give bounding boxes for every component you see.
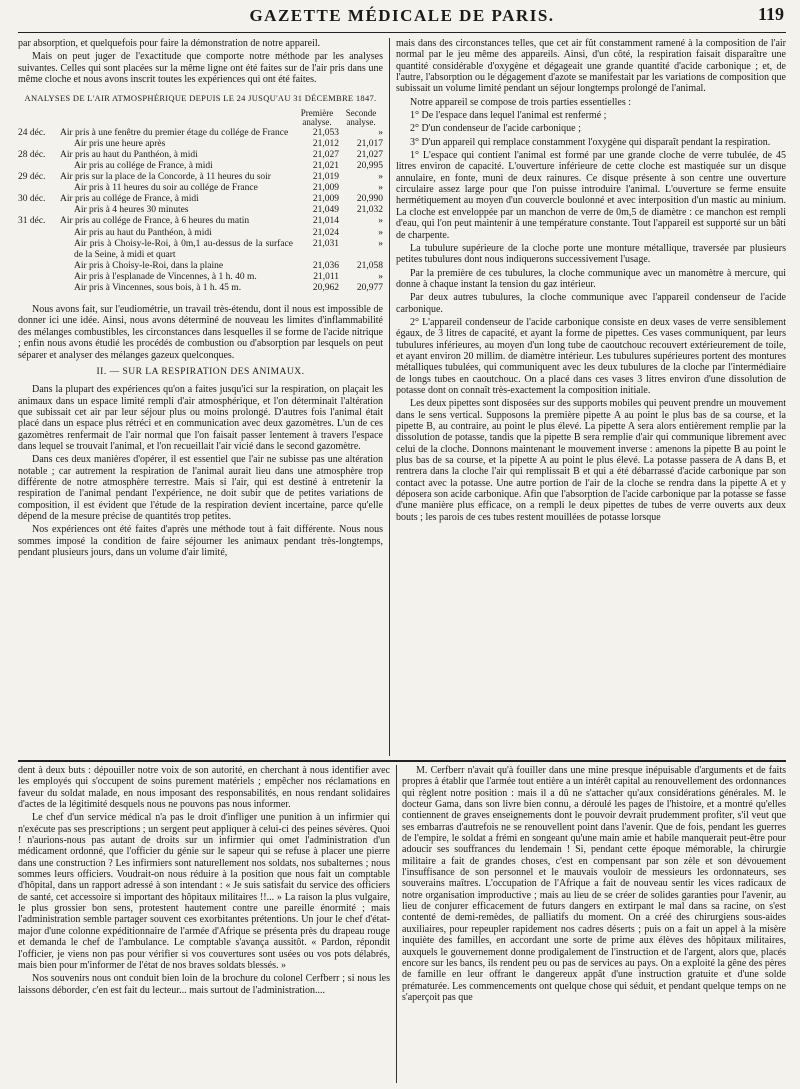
column-header-first: Première analyse. xyxy=(300,107,334,128)
row-date xyxy=(18,272,60,283)
second-analysis-value: 20,995 xyxy=(356,161,383,171)
paragraph: 1° De l'espace dans lequel l'animal est renfermé ; xyxy=(410,110,607,122)
bottom-left-column xyxy=(18,765,390,1085)
paragraph: La tubulure supérieure de la cloche porte une monture métallique, traversée par plusieurs petites tubulures dont nous indiquerons successivement l'usage. xyxy=(396,242,786,266)
first-analysis-value: 21,009 xyxy=(312,194,339,205)
table-row xyxy=(18,205,383,216)
row-description: Air pris à l'esplanade de Vincennes, à 1 h. 40 m. xyxy=(74,271,257,282)
bottom-right-column xyxy=(402,765,786,1085)
journal-title: GAZETTE MÉDICALE DE PARIS. xyxy=(249,6,555,25)
paragraph: 2° D'un condenseur de l'acide carbonique ; xyxy=(410,123,581,135)
row-date xyxy=(18,228,60,239)
row-description: Air pris au haut du Panthéon, à midi xyxy=(60,149,198,160)
second-analysis-value: » xyxy=(378,227,383,238)
second-analysis-value: » xyxy=(378,172,383,183)
first-analysis-value: 21,021 xyxy=(312,161,339,171)
table-row xyxy=(18,128,383,139)
top-right-column xyxy=(396,38,786,756)
paragraph: 3° D'un appareil qui remplace constamment l'oxygène qui disparaît pendant la respiration. xyxy=(410,136,771,148)
table-row xyxy=(18,161,383,172)
paragraph: Par la première de ces tubulures, la cloche communique avec un manomètre à mercure, qui donne à chaque instant la tension du gaz intérieur. xyxy=(396,267,786,290)
second-analysis-value: 21,027 xyxy=(356,149,383,160)
first-analysis-value: 21,009 xyxy=(312,183,339,194)
row-date xyxy=(18,139,60,150)
second-analysis-value: » xyxy=(378,216,383,227)
paragraph: M. Cerfberr n'avait qu'à fouiller dans une mine presque inépuisable d'arguments et de faits propres à établir que l'armée tout entière a un intérêt capital au renouvellement des ordonnances qui règlent notre position : mais il a dû ne s'attacher qu'aux considérations générales. M. le docteur Gama, dans son livre bien connu, a déroulé les pages de l'histoire, et a montré qu'elles contiennent de graves enseignements dont le pouvoir devrait prudemment profiter, s'il veut que ses embarras d'autrefois ne se renouvellent point dans l'avenir. Que de fois, pendant les guerres de l'empire, le soldat a frémi en songeant qu'une main amie et habile manquerait peut-être pour adoucir ses souffrances du lendemain ! Si, pendant cette époque mémorable, la chirurgie militaire a fait de grandes choses, c'est en compensant par son zèle et son dévouement l'insuffisance de son personnel et le mauvais vouloir de messieurs les ordonnateurs, ses souverains maîtres. L'occupation de l'Afrique a fait de nouveau sentir les vices radicaux de notre organisation improductive ; mais au lieu de se créer de solides garanties pour l'avenir, au lieu de conjurer efficacement de futurs dangers en extirpant le mal dans sa racine, on s'est contenté de demi-remèdes, de palliatifs du moment. On a créé des chirurgiens sous-aides auxiliaires, pour repeupler rapidement nos cadres déserts ; puis on a fait un appel à la misère inquiète des familles, en accordant une sorte de prime aux élèves des hôpitaux militaires, auxquels le gouvernement donne prodigalement de l'instruction et de l'argent, alors que, placés encore sur les bancs, ils rendent peu ou pas de services au pays. On a exploité la gêne des pères de famille en leur offrant le dangereux appât d'une instruction gratuite et d'une solde prématurée. Les commencements ont quelque chose qui séduit, et pendant quelque temps on ne s'aperçoit pas que xyxy=(402,765,786,1003)
row-description: Air pris à Vincennes, sous bois, à 1 h. 45 m. xyxy=(74,283,242,294)
first-analysis-value: 21,027 xyxy=(312,149,339,160)
row-description: Air pris à Choisy-le-Roi, dans la plaine xyxy=(74,260,224,271)
paragraph: Les deux pipettes sont disposées sur des supports mobiles qui peuvent prendre un mouvement dans le sens vertical. Supposons la première pipette A au point le plus bas de sa course, et la pipette B, au contraire, au point le plus élevé. La pipette A sera alors entièrement remplie par la dissolution de potasse, tandis que la pipette B sera remplie d'air qui communique librement avec celui de la cloche. Donnons maintenant le mouvement inverse : amenons la pipette B au point le plus bas de sa course, et la pipette A au point le plus élevé. La potasse passera de A dans B, et rentrera dans la cloche l'air qui remplissait B et qui a été débarrassé d'acide carbonique par son contact avec la potasse. Une autre portion de l'air de la cloche se rendra dans la pipette A et y déposera son acide carbonique. Afin que l'absorption de l'acide carbonique par la potasse se fasse d'une manière plus efficace, on a rempli le deux pipettes de tubes de verre ouverts aux deux bouts ; les parois de ces tubes restent mouillées de potasse lorsque xyxy=(396,398,786,523)
table-row xyxy=(18,261,383,272)
first-analysis-value: 21,031 xyxy=(312,238,339,249)
row-date: 29 déc. xyxy=(18,172,46,183)
table-row xyxy=(18,139,383,150)
second-analysis-value: » xyxy=(378,127,383,138)
paragraph: 1° L'espace qui contient l'animal est formé par une grande cloche de verre tubulée, de 45 litres environ de capacité. L'ouverture inférieure de cette cloche est mastiquée sur un disque annulaire, en fonte, muni de deux rainures. Ce disque présente à son centre une ouverture circulaire assez large pour que l'on puisse introduire l'animal. L'ouverture se ferme ensuite hermétiquement au moyen d'un couvercle boulonné et avec interposition d'un mastic au minium. La cloche est enveloppée par un manchon de verre de 0m,5 de diamètre : ce manchon est rempli d'eau, qui l'on peut maintenir à une température constante. Tout l'appareil est supporté sur un bâti de charpente. xyxy=(396,150,786,241)
first-analysis-value: 21,014 xyxy=(312,216,339,227)
row-date xyxy=(18,261,60,272)
row-description: Air pris une heure après xyxy=(74,138,166,149)
table-title: ANALYSES DE L'AIR ATMOSPHÉRIQUE DEPUIS LE 24 JUSQU'AU 31 DÉCEMBRE 1847. xyxy=(24,93,377,104)
table-row xyxy=(18,216,383,227)
paragraph: Par deux autres tubulures, la cloche communique avec l'appareil condenseur de l'acide carbonique. xyxy=(396,292,786,315)
paragraph: Notre appareil se compose de trois parties essentielles : xyxy=(410,96,632,108)
second-analysis-value: 21,058 xyxy=(356,260,383,271)
second-analysis-value: » xyxy=(378,238,383,249)
table-row xyxy=(18,272,383,283)
row-date xyxy=(18,239,60,261)
paragraph: Nos expériences ont été faites d'après une méthode tout à fait différente. Nous nous sommes imposé la condition de faire séjourner les animaux pendant très-longtemps, pendant plusieurs jours, dans un volume d'air limité, xyxy=(18,524,383,558)
paragraph: par absorption, et quelquefois pour faire la démonstration de notre appareil. xyxy=(18,38,321,49)
second-analysis-value: 21,032 xyxy=(356,205,383,216)
page-number: 119 xyxy=(757,4,784,24)
paragraph: dent à deux buts : dépouiller notre voix de son autorité, en cherchant à nous identifier avec les employés qui s'occupent de soins purement matériels ; empêcher nos réclamations en faveur du soldat malade, en nous imposant des responsabilités, en nous rendant solidaires d'actes de la légitimité desquels nous ne pouvons pas nous informer. xyxy=(18,765,390,811)
row-description: Air pris à Choisy-le-Roi, à 0m,1 au-dessus de la surface de la Seine, à midi et quart xyxy=(74,238,293,260)
row-date: 24 déc. xyxy=(18,127,46,138)
row-date: 30 déc. xyxy=(18,194,46,205)
table-row xyxy=(18,283,383,294)
first-analysis-value: 21,036 xyxy=(312,260,339,271)
table-row xyxy=(18,228,383,239)
paragraph: 2° L'appareil condenseur de l'acide carbonique consiste en deux vases de verre sensiblement égaux, de 3 litres de capacité, et ayant la forme de pipettes. Ces vases communiquent, par leurs tubulures inférieures, au moyen d'un long tube de caoutchouc recouvert extérieurement de toile, et ayant environ 20 millim. de diamètre intérieur. Les tubulures supérieures portent des montures métalliques tubulées, qui communiquent avec les deux tubulures de la cloche par l'intermédiaire de longs tubes en caoutchouc. On a placé dans ces vases 3 litres environ d'une dissolution de potasse dont on connaît très-exactement la composition initiale. xyxy=(396,316,786,396)
row-description: Air pris au haut du Panthéon, à midi xyxy=(74,227,212,238)
second-analysis-value: » xyxy=(378,271,383,282)
row-date xyxy=(18,161,60,172)
paragraph: Dans ces deux manières d'opérer, il est essentiel que l'air ne subisse pas une altération notable ; car autrement la respiration de l'animal aurait lieu dans une atmosphère trop différente de notre atmosphère terrestre. Mais si l'air, qui est destiné à entretenir la respiration de l'animal pendant l'expérience, ne doit subir que de petites variations de composition, il est évident que l'étude de la respiration devient incertaine, parce qu'elle dépend de la mesure précise de quantités trop petites. xyxy=(18,454,383,522)
row-description: Air pris sur la place de la Concorde, à 11 heures du soir xyxy=(60,172,271,183)
table-row xyxy=(18,150,383,161)
row-date xyxy=(18,205,60,216)
row-description: Air pris au collége de France, à 6 heures du matin xyxy=(60,216,250,227)
first-analysis-value: 21,011 xyxy=(313,271,339,282)
column-header-second: Seconde analyse. xyxy=(345,107,377,128)
first-analysis-value: 21,012 xyxy=(312,138,339,149)
second-analysis-value: 20,977 xyxy=(356,283,383,294)
row-date xyxy=(18,183,60,194)
top-left-column xyxy=(18,38,383,756)
row-description: Air pris à une fenêtre du premier étage du collége de France xyxy=(60,127,289,138)
first-analysis-value: 21,049 xyxy=(312,205,339,216)
first-analysis-value: 20,962 xyxy=(312,283,339,294)
second-analysis-value: » xyxy=(378,183,383,194)
first-analysis-value: 21,053 xyxy=(312,127,339,138)
paragraph: Dans la plupart des expériences qu'on a faites jusqu'ici sur la respiration, on plaçait les animaux dans un espace limité rempli d'air atmosphérique, et l'on déterminait l'altération que subissait cet air par leur séjour plus ou moins prolongé. D'autres fois l'animal était placé dans un espace plus rétréci et en communication avec deux gazomètres. L'un de ces gazomètres renfermait de l'air normal que l'on faisait passer lentement à travers l'espace dans lequel se trouvait l'animal, et l'on recueillait l'air vicié dans le second gazomètre. xyxy=(18,384,383,452)
paragraph: Nos souvenirs nous ont conduit bien loin de la brochure du colonel Cerfberr ; si nous les laissons déborder, c'en est fait du lecteur... mais surtout de l'administration.... xyxy=(18,973,390,996)
row-date: 31 déc. xyxy=(18,216,46,227)
row-date: 28 déc. xyxy=(18,149,46,160)
row-description: Air pris au collége de France, à midi xyxy=(60,194,199,205)
row-date xyxy=(18,283,60,294)
second-analysis-value: 21,017 xyxy=(356,138,383,149)
paragraph: Le chef d'un service médical n'a pas le droit d'infliger une punition à un infirmier qui n'exécute pas ses prescriptions ; un sergent peut appliquer à celui-ci des peines sévères. Quoi ! n'aurions-nous pas autant de droits sur un infirmier qui omet l'administration d'un médicament ordonné, que l'officier du génie sur le sapeur qui se refuse à placer une pierre dans une construction ? Les infirmiers sont naturellement nos soldats, nos subalternes ; nous sommes leurs officiers. Voudrait-on nous réduire à la position que nous fait un comptable d'hôpital, dans un rapport adressé à son intendant : « Je suis satisfait du service des officiers de santé, cet accessoire si important des hôpitaux militaires !!... » La raison la plus vulgaire, le plus grossier bon sens, protestent hautement contre une pareille énormité ; mais l'administration semble partager souvent ces exorbitantes prétentions. Un jour le chef d'état-major d'une colonne expéditionnaire de l'armée d'Afrique se présenta près du drapeau rouge et demanda le chef de l'ambulance. Le comptable s'avança aussitôt. « Pardon, répondit l'officier, je viens non pas pour vérifier si vos couvertures sont usées ou vos pots délabrés, mais bien pour m'informer de l'état de nos braves soldats blessés. » xyxy=(18,812,390,971)
row-description: Air pris au collége de France, à midi xyxy=(74,161,213,171)
section-heading: II. — SUR LA RESPIRATION DES ANIMAUX. xyxy=(96,366,305,377)
table-row xyxy=(18,239,383,261)
table-row xyxy=(18,194,383,205)
table-row xyxy=(18,183,383,194)
column-divider xyxy=(389,38,390,756)
row-description: Air pris à 11 heures du soir au collége de France xyxy=(74,183,258,194)
paragraph: mais dans des circonstances telles, que cet air fût constamment ramené à la composition de l'air normal par le jeu même des appareils. Ainsi, d'un côté, la respiration faisait disparaître une quantité considérable d'oxygène et dégageait une grande quantité d'acide carbonique ; et, de l'autre, l'absorption ou le dégagement d'azote se manifestait par les variations de composition que subissait un volume limité pendant un séjour longtemps prolongé de l'animal. xyxy=(396,38,786,95)
table-row xyxy=(18,172,383,183)
second-analysis-value: 20,990 xyxy=(356,194,383,205)
feuilleton-divider xyxy=(18,760,786,762)
first-analysis-value: 21,024 xyxy=(312,227,339,238)
row-description: Air pris à 4 heures 30 minutes xyxy=(74,205,189,216)
column-divider xyxy=(396,765,397,1083)
paragraph: Mais on peut juger de l'exactitude que comporte notre méthode par les analyses suivantes. Celles qui sont placées sur la même ligne ont été faites sur de l'air pris dans une même cloche et nous avons inscrit toutes les expériences qui ont été faites. xyxy=(18,51,383,86)
page-header xyxy=(18,2,786,33)
paragraph: Nous avons fait, sur l'eudiométrie, un travail très-étendu, dont il nous est impossible de donner ici une idée. Ainsi, nous avons déterminé de nouveau les limites d'inflammabilité des mélanges combustibles, les circonstances dans lesquelles il se forme de l'acide nitrique ; enfin nous avons étudié les procédés de combustion ou d'absorption par lesquels on peut séparer et analyser des mélanges gazeux quelconques. xyxy=(18,304,383,361)
first-analysis-value: 21,019 xyxy=(312,172,339,183)
analysis-table xyxy=(18,109,383,294)
